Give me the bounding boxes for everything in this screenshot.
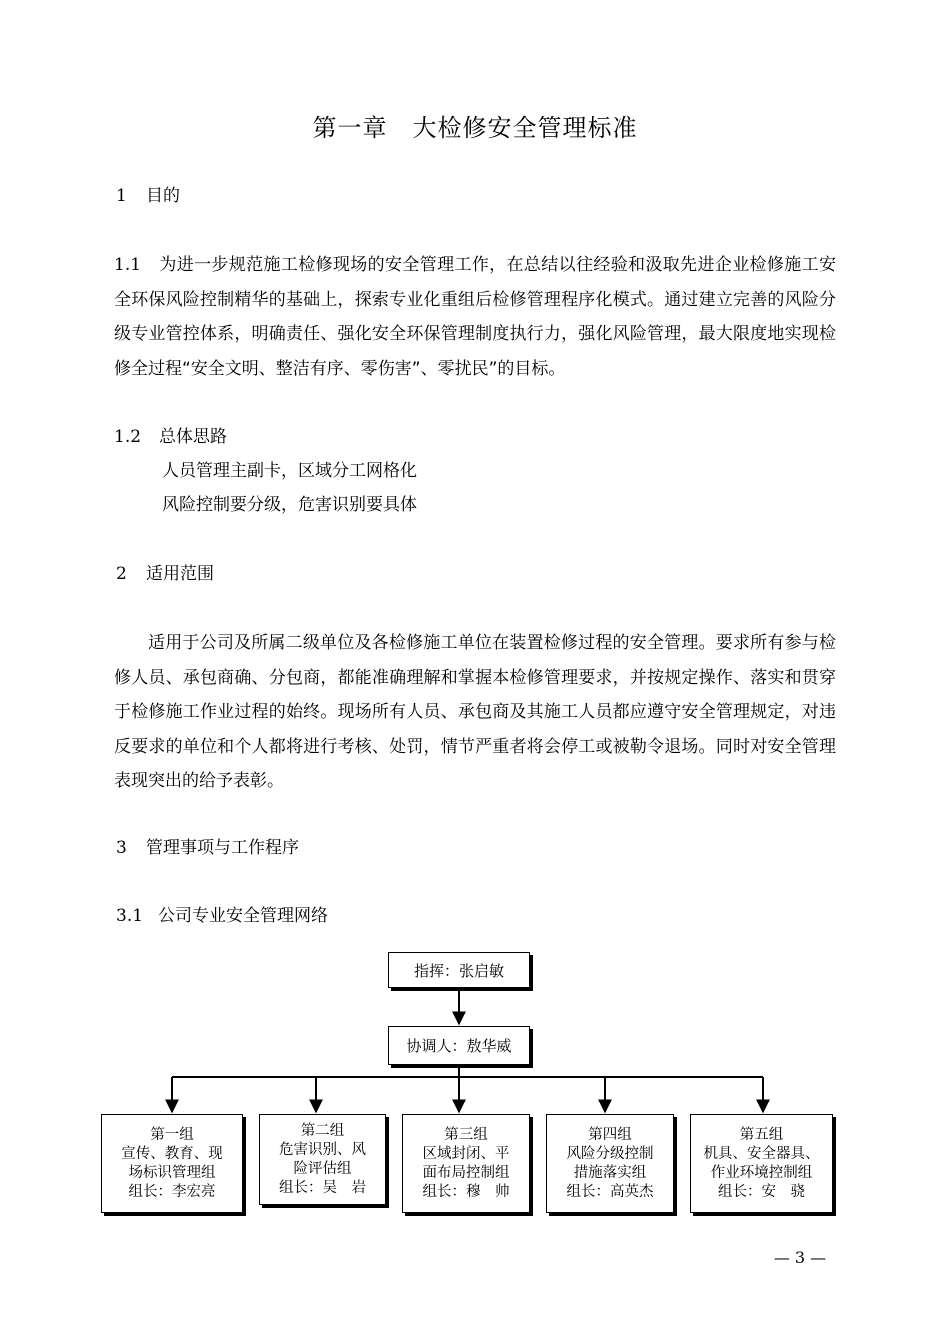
group-4-leader: 组长：高英杰	[566, 1183, 654, 1200]
section-1-2-title: 总体思路	[159, 427, 227, 447]
group-4-box	[546, 1114, 674, 1213]
page-number: — 3 —	[773, 1248, 827, 1267]
section-2-number: 2	[116, 564, 127, 584]
group-5-name: 第五组	[739, 1126, 784, 1143]
section-1-2-line-2: 风险控制要分级，危害识别要具体	[162, 495, 417, 515]
group-3-duty-line-2: 面布局控制组	[422, 1164, 510, 1181]
section-2-title: 适用范围	[146, 564, 214, 584]
section-3-number: 3	[116, 838, 127, 858]
group-5-box	[690, 1114, 833, 1213]
coordinator-box: 协调人：敖华威	[388, 1026, 530, 1065]
group-2-duty-line-1: 危害识别、风	[279, 1141, 366, 1158]
group-3-leader: 组长：穆 帅	[422, 1183, 510, 1200]
commander-box: 指挥：张启敏	[388, 952, 530, 988]
group-2-leader: 组长：吴 岩	[279, 1179, 366, 1196]
section-1-2-number: 1.2	[114, 427, 142, 447]
group-4-name: 第四组	[588, 1126, 632, 1143]
section-1-number: 1	[116, 186, 127, 206]
group-2-box	[259, 1114, 386, 1205]
group-1-leader: 组长：李宏亮	[128, 1183, 216, 1200]
section-1-1-number: 1.1	[114, 255, 142, 275]
group-4-duty-line-1: 风险分级控制	[566, 1145, 654, 1162]
group-3-box	[402, 1114, 530, 1213]
group-5-duty-line-1: 机具、安全器具、	[703, 1145, 820, 1162]
section-1-title: 目的	[146, 186, 180, 206]
section-3-1-number: 3.1	[116, 906, 144, 926]
group-5-duty-line-2: 作业环境控制组	[710, 1164, 813, 1181]
section-1-1-text: 为进一步规范施工检修现场的安全管理工作，在总结以往经验和汲取先进企业检修施工安全环保风险控制精华的基础上，探索专业化重组后检修管理程序化模式。通过建立完善的风险分级专业管控体系，明确责任、强化安全环保管理制度执行力，强化风险管理，最大限度地实现检修全过程“安全文明、整洁有序、零伤害”、零扰民”的目标。	[114, 255, 836, 379]
group-1-box	[101, 1114, 243, 1213]
section-2-paragraph: 适用于公司及所属二级单位及各检修施工单位在装置检修过程的安全管理。要求所有参与检修人员、承包商确、分包商，都能准确理解和掌握本检修管理要求，并按规定操作、落实和贯穿于检修施工作业过程的始终。现场所有人员、承包商及其施工人员都应遵守安全管理规定，对违反要求的单位和个人都将进行考核、处罚，情节严重者将会停工或被勒令退场。同时对安全管理表现突出的给予表彰。	[114, 633, 836, 791]
chapter-title: 第一章 大检修安全管理标准	[312, 114, 638, 142]
section-3-1-title: 公司专业安全管理网络	[158, 906, 328, 926]
group-2-name: 第二组	[300, 1122, 345, 1139]
group-1-name: 第一组	[150, 1126, 194, 1143]
section-3-title: 管理事项与工作程序	[146, 838, 299, 858]
group-3-duty-line-1: 区域封闭、平	[422, 1145, 510, 1162]
group-5-leader: 组长：安 骁	[718, 1183, 805, 1200]
group-3-name: 第三组	[444, 1126, 488, 1143]
group-1-duty-line-1: 宣传、教育、现	[121, 1145, 223, 1162]
group-2-duty-line-2: 险评估组	[293, 1160, 352, 1177]
group-1-duty-line-2: 场标识管理组	[128, 1164, 216, 1181]
group-4-duty-line-2: 措施落实组	[573, 1164, 647, 1181]
section-1-2-line-1: 人员管理主副卡，区域分工网格化	[162, 461, 417, 481]
